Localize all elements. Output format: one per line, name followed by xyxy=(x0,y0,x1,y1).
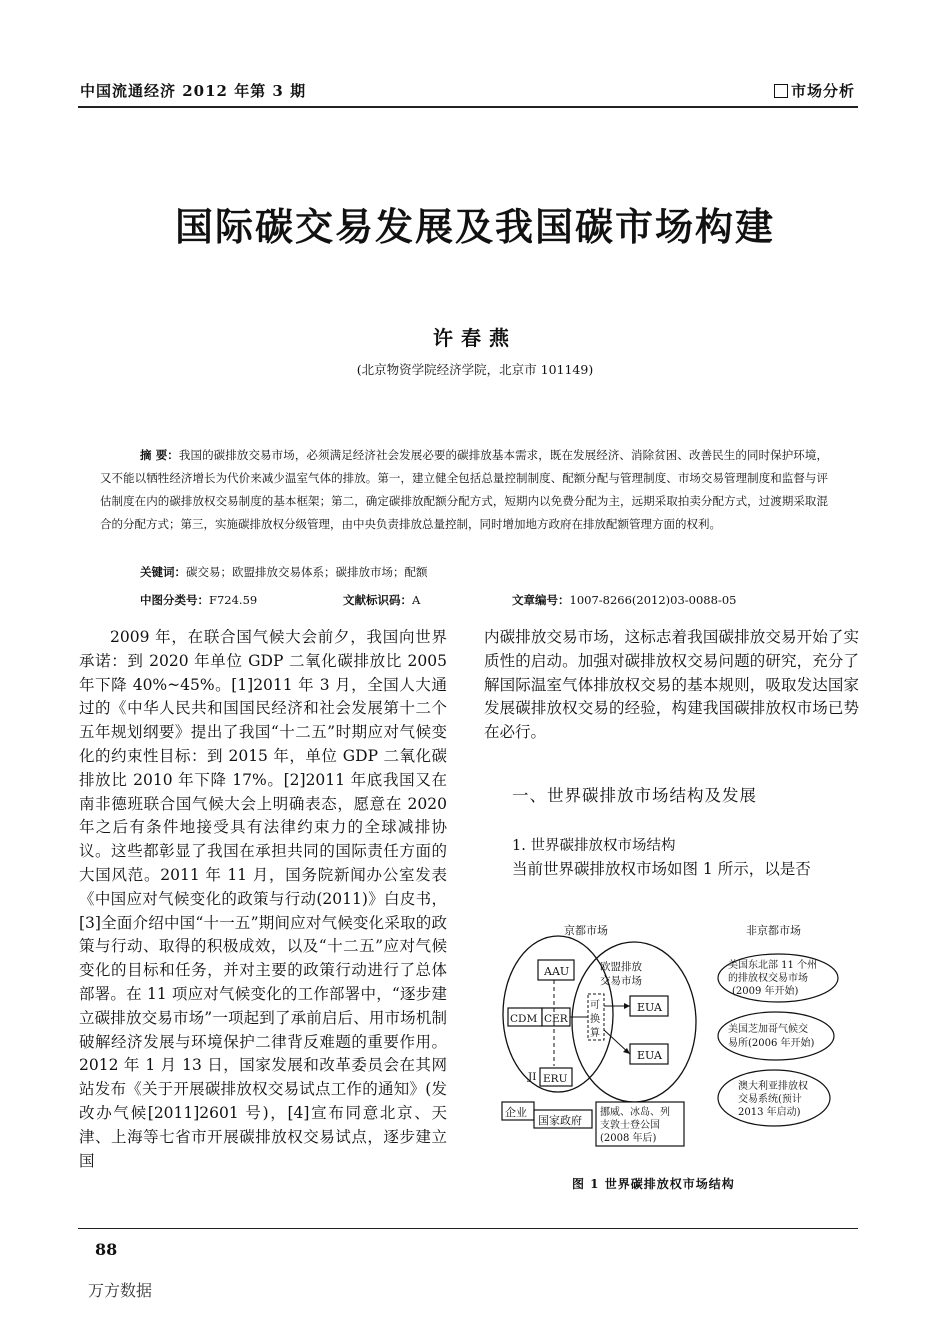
keywords xyxy=(140,564,428,580)
article-id-label: 文章编号： xyxy=(512,593,570,607)
exchange-label xyxy=(590,999,603,1039)
clc-number xyxy=(140,592,257,608)
subsection-text: 当前世界碳排放权市场如图 1 所示，以是否 xyxy=(512,860,811,878)
section-label: 市场分析 xyxy=(790,82,855,100)
doc-code xyxy=(343,592,420,608)
eua-label-2: EUA xyxy=(637,1049,662,1062)
section-header xyxy=(774,80,855,101)
aus-line1: 澳大利亚排放权 xyxy=(738,1081,808,1092)
aus-label xyxy=(738,1079,811,1118)
journal-header: 中国流通经济 2012 年第 3 期 xyxy=(80,82,307,100)
ji-label: JI xyxy=(528,1071,537,1083)
ccx-ellipse xyxy=(718,1012,834,1060)
cdm-label: CDM xyxy=(510,1013,538,1025)
clc-label: 中图分类号： xyxy=(140,593,209,607)
rggi-line3: (2009 年开始) xyxy=(732,986,799,997)
fig-label-non-kyoto: 非京都市场 xyxy=(746,924,801,937)
exchange-char2: 换 xyxy=(590,1014,600,1025)
abstract xyxy=(100,444,828,536)
enterprise-label: 企业 xyxy=(505,1106,527,1119)
government-label: 国家政府 xyxy=(538,1114,582,1127)
body-left-column xyxy=(79,626,447,1173)
subsection-heading: 1. 世界碳排放权市场结构 xyxy=(512,838,676,854)
ccx-label xyxy=(728,1022,815,1049)
author-name: 许春燕 xyxy=(433,326,517,350)
aus-line3: 2013 年启动) xyxy=(738,1107,801,1118)
figure-caption: 图 1 世界碳排放权市场结构 xyxy=(572,1177,735,1191)
article-title: 国际碳交易发展及我国碳市场构建 xyxy=(174,205,775,249)
keywords-text: 碳交易；欧盟排放交易体系；碳排放市场；配额 xyxy=(186,565,428,579)
article-id xyxy=(512,592,736,608)
eru-label: ERU xyxy=(543,1073,568,1085)
rggi-line2: 的排放权交易市场 xyxy=(728,973,808,984)
eua-label-1: EUA xyxy=(637,1001,662,1014)
norway-line2: 支敦士登公国 xyxy=(600,1120,660,1131)
watermark: 万方数据 xyxy=(88,1281,153,1300)
square-icon xyxy=(774,84,788,98)
cer-label: CER xyxy=(544,1013,568,1025)
fig-label-kyoto: 京都市场 xyxy=(564,924,608,937)
clc-value: F724.59 xyxy=(209,593,258,607)
aus-line2: 交易系统(预计 xyxy=(738,1094,802,1105)
doc-value: A xyxy=(412,593,421,607)
ccx-line1: 美国芝加哥气候交 xyxy=(728,1024,808,1035)
footer-divider xyxy=(78,1228,858,1229)
body-paragraph-continued: 内碳排放交易市场，这标志着我国碳排放交易开始了实质性的启动。加强对碳排放权交易问题的研究，充分了解国际温室气体排放权交易的基本规则，吸取发达国家发展碳排放权交易的经验，构建我国碳排放权市场已势在必行。 xyxy=(484,628,859,742)
norway-line1: 挪威、冰岛、列 xyxy=(600,1107,670,1118)
author-affiliation: (北京物资学院经济学院，北京市 101149) xyxy=(356,362,594,377)
eu-ets-line1: 欧盟排放 xyxy=(600,961,642,973)
aau-label: AAU xyxy=(544,965,570,978)
exchange-char3: 算 xyxy=(590,1028,600,1039)
doc-label: 文献标识码： xyxy=(343,593,412,607)
eu-ets-label xyxy=(600,960,645,987)
section-heading: 一、世界碳排放市场结构及发展 xyxy=(512,786,757,805)
abstract-label: 摘 要： xyxy=(140,448,179,462)
eu-ets-line2: 交易市场 xyxy=(600,975,642,987)
figure-market-structure xyxy=(496,918,866,1158)
exchange-char1: 可 xyxy=(590,1000,600,1011)
ccx-line2: 易所(2006 年开始) xyxy=(728,1038,815,1049)
rggi-label xyxy=(728,958,820,997)
article-id-value: 1007-8266(2012)03-0088-05 xyxy=(569,593,737,607)
page-number: 88 xyxy=(95,1240,118,1259)
arrowhead-eua1 xyxy=(624,1003,630,1009)
rggi-line1: 美国东北部 11 个州 xyxy=(728,960,818,971)
abstract-text: 我国的碳排放交易市场，必须满足经济社会发展必要的碳排放基本需求，既在发展经济、消除贫困、改善民生的同时保护环境，又不能以牺牲经济增长为代价来减少温室气体的排放。第一，建立健全包括总量控制制度、配额分配与管理制度、市场交易管理制度和监督与评估制度在内的碳排放权交易制度的基本框架；第二，确定碳排放配额分配方式，短期内以免费分配为主，远期采取拍卖分配方式，过渡期采取混合的分配方式；第三，实施碳排放权分级管理，由中央负责排放总量控制，同时增加地方政府在排放配额管理方面的权利。 xyxy=(100,448,828,531)
body-right-column xyxy=(484,626,859,745)
keywords-label: 关键词： xyxy=(140,565,186,579)
body-paragraph: 2009 年，在联合国气候大会前夕，我国向世界承诺：到 2020 年单位 GDP 二氧化碳排放比 2005 年下降 40%~45%。[1]2011 年 3 月，全国人大通过的《中华人民共和国国民经济和社会发展第十二个五年规划纲要》提出了我国“十二五”时期应对气候变化的约束性目标：到 2015 年，单位 GDP 二氧化碳排放比 2010 年下降 17%。[2]2011 年底我国又在南非德班联合国气候大会上明确表态，愿意在 2020 年之后有条件地接受具有法律约束力的全球减排协议。这些都彰显了我国在承担共同的国际责任方面的大国风范。2011 年 11 月，国务院新闻办公室发表《中国应对气候变化的政策与行动(2011)》白皮书，[3]全面介绍中国“十一五”期间应对气候变化采取的政策与行动、取得的积极成效，以及“十二五”应对气候变化的目标和任务，并对主要的政策行动进行了总体部署。在 11 项应对气候变化的工作部署中，“逐步建立碳排放交易市场”一项起到了承前启后、用市场机制破解经济发展与环境保护二律背反难题的重要作用。2012 年 1 月 13 日，国家发展和改革委员会在其网站发布《关于开展碳排放权交易试点工作的通知》(发改办气候[2011]2601 号)，[4]宣布同意北京、天津、上海等七省市开展碳排放权交易试点，逐步建立国 xyxy=(79,628,447,1170)
norway-line3: (2008 年后) xyxy=(600,1133,657,1144)
header-divider xyxy=(78,106,858,108)
